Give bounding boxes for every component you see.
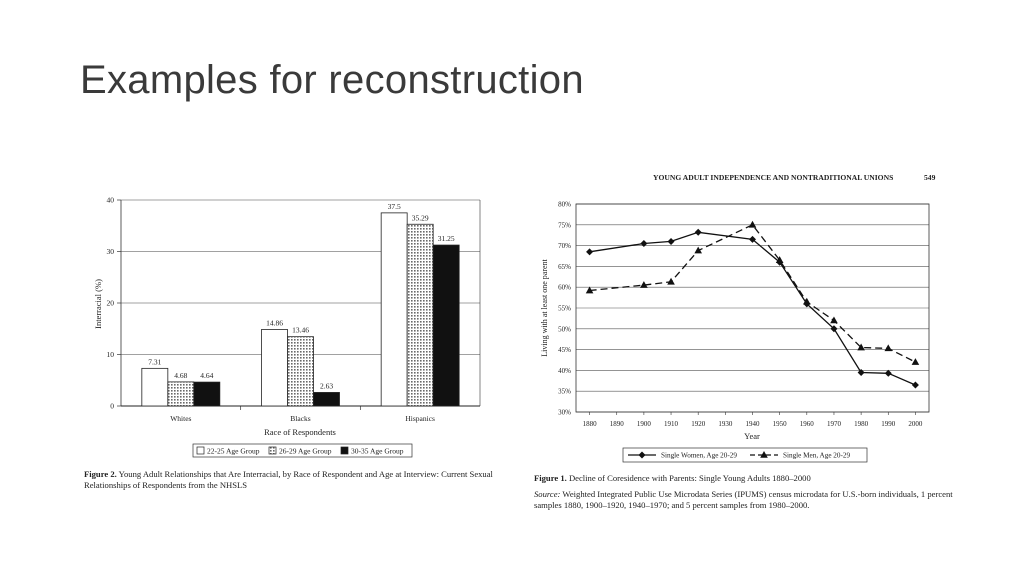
- line-y-tick-label: 70%: [558, 242, 571, 251]
- slide-title: Examples for reconstruction: [80, 58, 584, 102]
- line-x-tick-label: 1880: [582, 420, 597, 428]
- line-chart-page-number: 549: [924, 173, 936, 182]
- bar-data-label: 14.86: [266, 318, 283, 328]
- figure-2-caption-label: Figure 2.: [84, 469, 117, 479]
- line-x-tick-label: 1910: [664, 420, 679, 428]
- line-series-single-women: [590, 232, 916, 385]
- line-point-men: [749, 221, 757, 228]
- line-point-women: [586, 248, 593, 255]
- line-x-tick-label: 1990: [881, 420, 896, 428]
- line-y-tick-label: 80%: [558, 200, 571, 209]
- figure-1-caption-label: Figure 1.: [534, 473, 567, 483]
- line-point-men: [884, 344, 892, 351]
- figure-2-caption: [84, 469, 504, 490]
- line-x-tick-label: 1980: [854, 420, 869, 428]
- line-point-women: [912, 381, 919, 388]
- bar-category-label: Hispanics: [405, 414, 435, 423]
- bar-legend-label: 22-25 Age Group: [207, 446, 260, 456]
- line-x-tick-label: 2000: [908, 420, 923, 428]
- line-x-tick-label: 1970: [826, 420, 841, 428]
- bar-data-label: 13.46: [292, 325, 309, 335]
- line-y-tick-label: 45%: [558, 346, 571, 355]
- bar-y-tick-label: 40: [106, 195, 114, 205]
- bar-data-label: 4.64: [200, 371, 214, 381]
- line-x-tick-label: 1950: [772, 420, 787, 428]
- line-y-tick-label: 65%: [558, 262, 571, 271]
- line-y-tick-label: 75%: [558, 221, 571, 230]
- figure-1-caption: [534, 473, 954, 510]
- bar-data-label: 37.5: [387, 201, 401, 211]
- line-x-tick-label: 1900: [636, 420, 651, 428]
- bar-y-tick-label: 20: [106, 298, 114, 308]
- bar-legend-label: 26-29 Age Group: [279, 446, 332, 456]
- line-x-tick-label: 1920: [691, 420, 706, 428]
- line-chart-header: YOUNG ADULT INDEPENDENCE AND NONTRADITIONAL UNIONS: [653, 173, 894, 182]
- line-y-axis-title: Living with at least one parent: [540, 259, 549, 357]
- bar-x-axis-title: Race of Respondents: [264, 427, 336, 437]
- bar-data-label: 7.31: [148, 357, 162, 367]
- bar-data-label: 2.63: [319, 381, 334, 391]
- figure-2-caption-text: Young Adult Relationships that Are Interracial, by Race of Respondent and Age at Interview: Current Sexual Relationships of Respondents from the NHSLS: [84, 469, 493, 490]
- line-legend-label: Single Men, Age 20-29: [783, 451, 851, 460]
- line-legend-label: Single Women, Age 20-29: [661, 451, 737, 460]
- figure-1-source-label: Source:: [534, 488, 561, 499]
- bar-y-axis-title: Interracial (%): [93, 279, 103, 329]
- figure-1-caption-text: Decline of Coresidence with Parents: Single Young Adults 1880–2000: [568, 473, 811, 483]
- bar-legend-label: 30-35 Age Group: [351, 446, 404, 456]
- line-point-women: [668, 238, 675, 245]
- line-x-tick-label: 1890: [609, 420, 624, 428]
- line-y-tick-label: 35%: [558, 387, 571, 396]
- line-y-tick-label: 30%: [558, 408, 571, 417]
- line-x-tick-label: 1930: [718, 420, 733, 428]
- bar-data-label: 35.29: [411, 213, 429, 223]
- line-point-men: [912, 358, 920, 365]
- line-point-men: [830, 316, 838, 323]
- line-y-tick-label: 40%: [558, 366, 571, 375]
- figure-1-source-text: Weighted Integrated Public Use Microdata Series (IPUMS) census microdata for U.S.-born individuals, 1 percent samples 1880, 1900–1920, 1940–1970; and 5 percent samples from 1980–2000.: [534, 488, 953, 510]
- line-point-men: [667, 278, 675, 285]
- bar-y-tick-label: 10: [106, 350, 114, 359]
- bar-y-tick-label: 30: [106, 247, 114, 256]
- line-point-women: [640, 240, 647, 247]
- line-y-tick-label: 55%: [558, 304, 571, 313]
- bar-category-label: Blacks: [290, 414, 311, 423]
- bar-data-label: 31.25: [437, 234, 455, 244]
- line-point-women: [858, 369, 865, 376]
- line-point-women: [695, 229, 702, 236]
- line-x-axis-title: Year: [744, 431, 760, 441]
- bar-data-label: 4.68: [174, 370, 188, 380]
- line-y-tick-label: 50%: [558, 325, 571, 334]
- line-x-tick-label: 1960: [799, 420, 814, 428]
- line-y-tick-label: 60%: [558, 283, 571, 292]
- bar-category-label: Whites: [170, 414, 192, 423]
- line-x-tick-label: 1940: [745, 420, 760, 428]
- bar-y-tick-label: 0: [110, 401, 114, 411]
- line-point-women: [885, 370, 892, 377]
